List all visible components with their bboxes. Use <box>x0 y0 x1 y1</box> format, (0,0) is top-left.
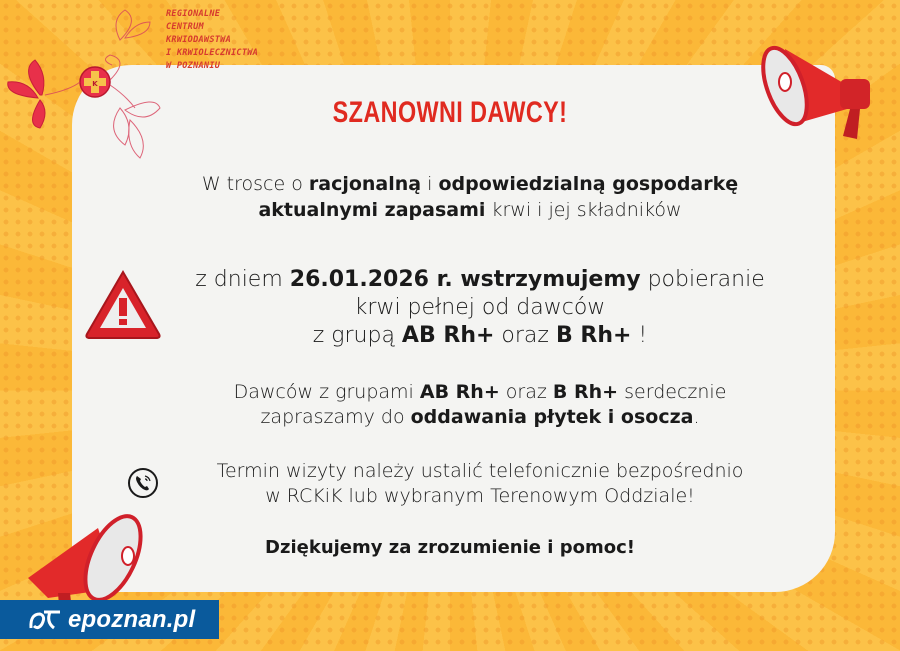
svg-text:K: K <box>92 80 98 88</box>
invitation-paragraph: Dawców z grupami AB Rh+ oraz B Rh+ serdecznie zapraszamy do oddawania płytek i osocza. <box>233 381 727 428</box>
suspension-notice: z dniem 26.01.2026 r. wstrzymujemy pobieranie krwi pełnej od dawców z grupą AB Rh+ oraz B Rh+ ! <box>195 267 765 348</box>
thanks-text: Dziękujemy za zrozumienie i pomoc! <box>265 537 635 558</box>
epoznan-watermark[interactable] <box>0 600 219 639</box>
contact-paragraph: Termin wizyty należy ustalić telefonicznie bezpośrednio w RCKiK lub wybranym Terenowym Oddziale! <box>216 460 744 507</box>
epoznan-label: epoznan.pl <box>68 605 196 633</box>
organization-name: REGIONALNE CENTRUM KRWIODAWSTWA I KRWIOLECZNICTWA W POZNANIU <box>166 9 259 71</box>
intro-paragraph: W trosce o racjonalną i odpowiedzialną gospodarkę aktualnymi zapasami krwi i jej składników <box>201 173 739 221</box>
page-title: SZANOWNI DAWCY! <box>332 96 568 129</box>
epoznan-logo-icon <box>28 608 62 632</box>
